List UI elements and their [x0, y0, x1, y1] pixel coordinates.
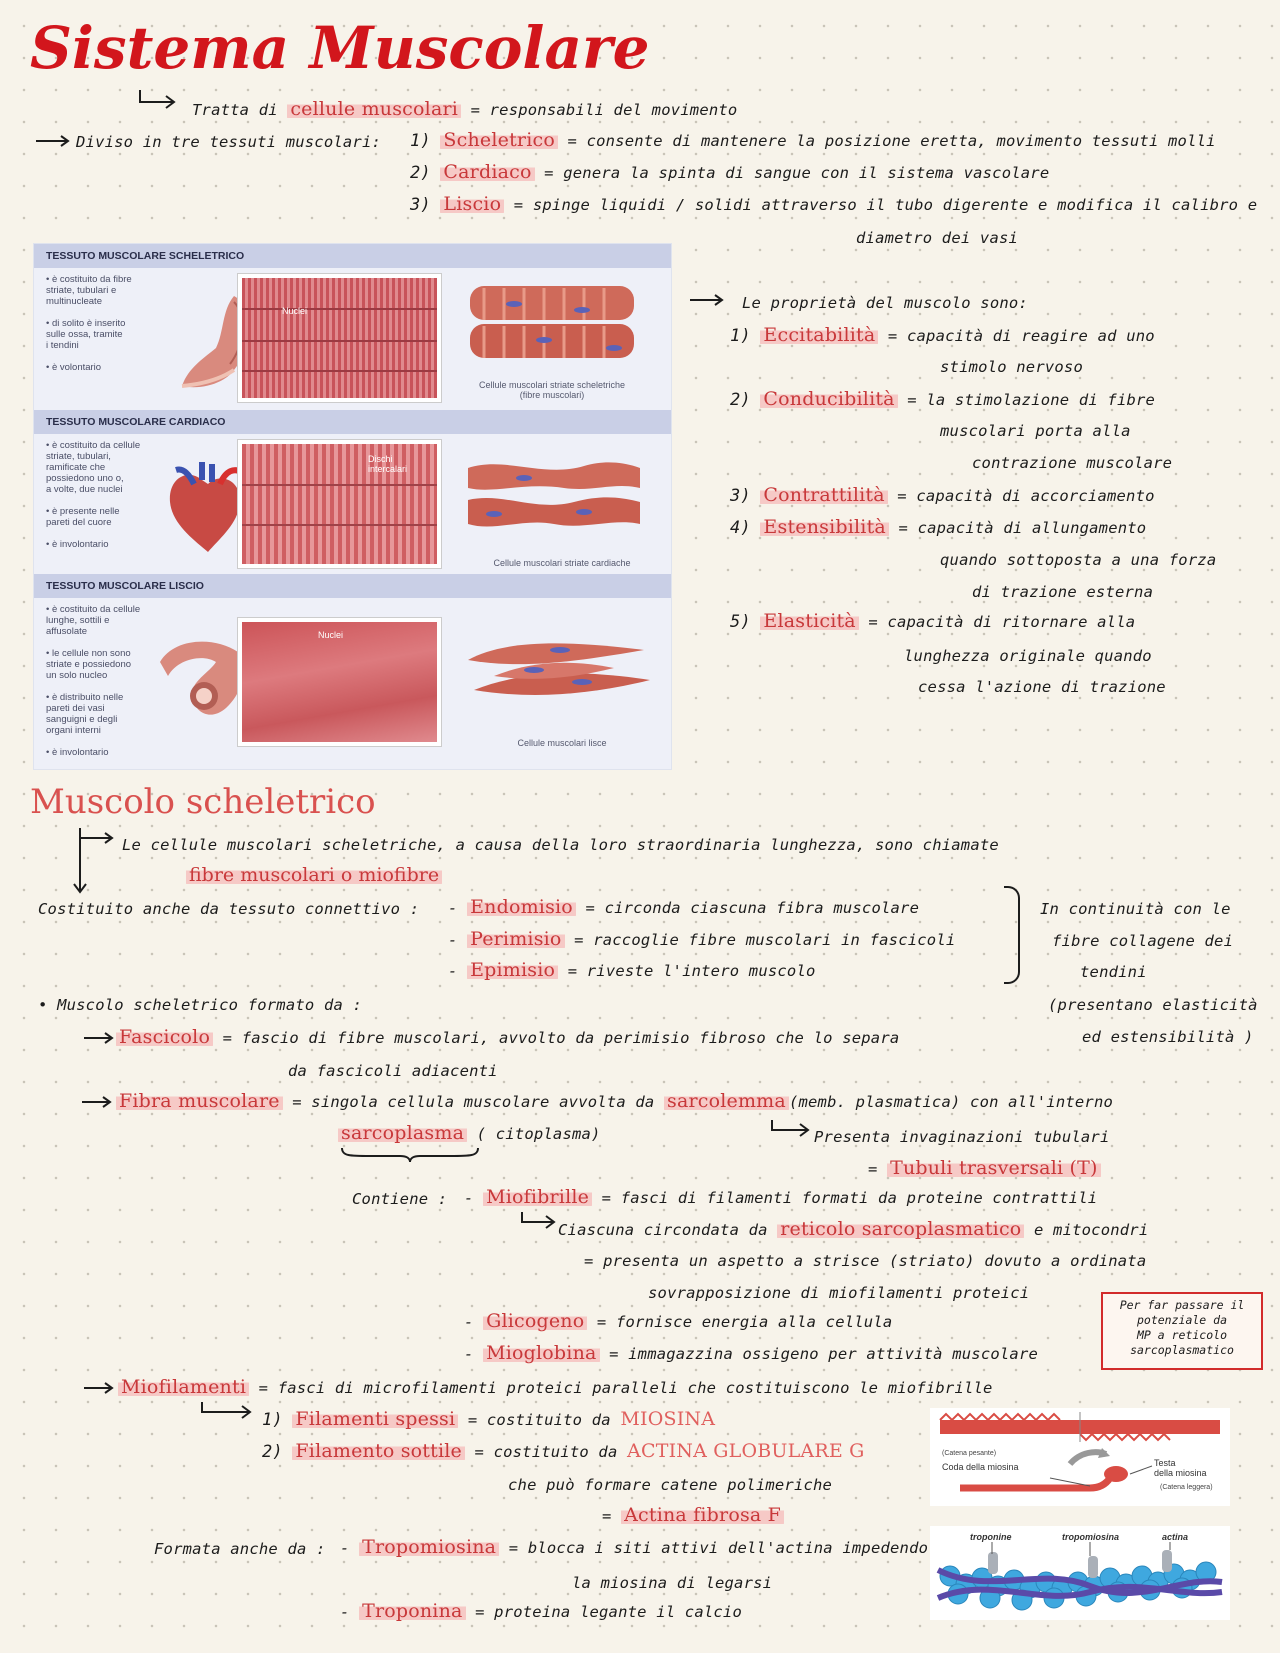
coda-label: Coda della miosina [942, 1462, 1019, 1472]
intestine-icon [154, 632, 250, 722]
formato-lead: • Muscolo scheletrico formato da : [38, 996, 363, 1014]
proprieta-line: stimolo nervoso [940, 358, 1083, 376]
figure-caption: Cellule muscolari striate cardiache [493, 558, 631, 568]
arrow-icon [82, 1030, 118, 1046]
fascicolo-line: Fascicolo = fascio di fibre muscolari, avvolto da perimisio fibroso che lo separa [116, 1026, 899, 1048]
tropomiosina-cont: la miosina di legarsi [572, 1574, 773, 1592]
cardiac-fibers-drawing [464, 448, 644, 548]
section-heading: Muscolo scheletrico [30, 782, 376, 822]
proprieta-line: di trazione esterna [972, 583, 1154, 601]
arrow-icon [200, 1400, 256, 1422]
miofibre-line: Le cellule muscolari scheletriche, a causa della loro straordinaria lunghezza, sono chiamate [122, 836, 999, 854]
note-box: Per far passare il potenziale da MP a reticolo sarcoplasmatico [1101, 1292, 1263, 1370]
tropomiosina-line: - Tropomiosina = blocca i siti attivi dell'actina impedendo [340, 1536, 929, 1558]
figure-caption: Cellule muscolari lisce [517, 738, 607, 748]
figure-section-body [34, 434, 671, 574]
troponina-line: - Troponina = proteina legante il calcio [340, 1600, 742, 1622]
formata-lead: Formata anche da : [154, 1540, 326, 1558]
actina-f-line: = Actina fibrosa F [602, 1504, 784, 1526]
connettivo-lead: Costituito anche da tessuto connettivo : [38, 900, 420, 918]
proprieta-line: contrazione muscolare [972, 454, 1173, 472]
brace [1004, 886, 1020, 984]
arrow-icon [80, 1094, 116, 1110]
figure-bullets: • è costituito da fibre striate, tubulari e multinucleate • di solito è inserito sulle ossa, tramite i tendini • è volontario [46, 274, 132, 373]
smooth-fibers-drawing [464, 620, 654, 720]
cardiac-micrograph [238, 440, 441, 568]
figure-section-header: TESSUTO MUSCOLARE CARDIACO [34, 410, 671, 434]
tessuti-lead: Diviso in tre tessuti muscolari: [76, 133, 382, 151]
arrow-icon [688, 292, 728, 308]
striato-line-2: sovrapposizione di miofilamenti proteici [648, 1284, 1030, 1302]
miofilamenti-line: Miofilamenti = fasci di microfilamenti proteici paralleli che costituiscono le miofibrille [118, 1376, 993, 1398]
tessuto-item-1: 1) Scheletrico = consente di mantenere la posizione eretta, movimento tessuti molli [410, 129, 1216, 151]
proprieta-item-3: 3) Contrattilità = capacità di accorciamento [730, 484, 1155, 506]
nuclei-label: Nuclei [318, 630, 344, 640]
proprieta-item-4: 4) Estensibilità = capacità di allungamento [730, 516, 1147, 538]
tubuli-line: = Tubuli trasversali (T) [868, 1157, 1101, 1179]
figure-section-header: TESSUTO MUSCOLARE SCHELETRICO [34, 244, 671, 268]
proprieta-line: lunghezza originale quando [904, 647, 1152, 665]
tessuto-item-2: 2) Cardiaco = genera la spinta di sangue con il sistema vascolare [410, 161, 1050, 183]
arrow-icon [34, 133, 74, 149]
troponine-label: troponine [970, 1532, 1012, 1542]
miofibrille-line: - Miofibrille = fasci di filamenti formati da proteine contrattili [464, 1186, 1098, 1208]
figure-caption: Cellule muscolari striate scheletriche (fibre muscolari) [478, 380, 626, 400]
contiene-lead: Contiene : [352, 1190, 448, 1208]
catena-pesante-label: (Catena pesante) [942, 1450, 997, 1457]
proprieta-lead: Le proprietà del muscolo sono: [742, 294, 1028, 312]
fascicolo-cont: da fascicoli adiacenti [288, 1062, 498, 1080]
side-note: ed estensibilità ) [1082, 1028, 1254, 1046]
mioglobina-line: - Mioglobina = immagazzina ossigeno per attività muscolare [464, 1342, 1039, 1364]
connettivo-item: - Epimisio = riveste l'intero muscolo [448, 959, 816, 981]
fibra-line: Fibra muscolare = singola cellula muscolare avvolta da sarcolemma (memb. plasmatica) con all'interno [116, 1090, 1113, 1112]
striato-line: = presenta un aspetto a strisce (striato) dovuto a ordinata [584, 1252, 1147, 1270]
invaginazioni-text: Presenta invaginazioni tubulari [814, 1128, 1110, 1146]
connettivo-item: - Perimisio = raccoglie fibre muscolari in fascicoli [448, 928, 956, 950]
actin-figure [930, 1526, 1230, 1620]
figure-section-header: TESSUTO MUSCOLARE LISCIO [34, 574, 671, 598]
tropomiosina-label: tropomiosina [1062, 1532, 1120, 1542]
filamento-sottile: 2) Filamento sottile = costituito da ACTINA GLOBULARE G [262, 1440, 865, 1462]
page-title: Sistema Muscolare [30, 14, 650, 82]
skeletal-fibers-drawing [464, 278, 644, 378]
arrow-icon [770, 1118, 814, 1140]
dischi-label: Dischi intercalari [368, 454, 408, 474]
catene-line: che può formare catene polimeriche [508, 1476, 833, 1494]
tessuto-item-3-cont: diametro dei vasi [856, 229, 1019, 247]
arrow-icon [138, 88, 180, 110]
side-note: tendini [1080, 963, 1147, 981]
glicogeno-line: - Glicogeno = fornisce energia alla cellula [464, 1310, 893, 1332]
myosin-drawing [930, 1408, 1230, 1506]
proprieta-item-5: 5) Elasticità = capacità di ritornare alla [730, 610, 1136, 632]
proprieta-item-2: 2) Conducibilità = la stimolazione di fibre [730, 388, 1156, 410]
muscle-tissue-figure [33, 243, 672, 770]
side-note: (presentano elasticità [1048, 996, 1258, 1014]
figure-section-body [34, 598, 671, 769]
miofibre-kw: fibre muscolari o miofibre [186, 864, 442, 886]
myosin-figure [930, 1408, 1230, 1506]
smooth-micrograph [238, 618, 441, 746]
brace-icon [340, 1146, 480, 1164]
side-note: fibre collagene dei [1052, 932, 1234, 950]
arrow-icon [50, 826, 120, 896]
connettivo-item: - Endomisio = circonda ciascuna fibra muscolare [448, 896, 920, 918]
catena-leggera-label: (Catena leggera) [1160, 1484, 1213, 1491]
testa-label: Testa della miosina [1154, 1458, 1207, 1478]
proprieta-line: cessa l'azione di trazione [918, 678, 1166, 696]
tessuto-item-3: 3) Liscio = spinge liquidi / solidi attraverso il tubo digerente e modifica il calibro e [410, 193, 1258, 215]
skeletal-micrograph [238, 274, 441, 402]
proprieta-line: muscolari porta alla [940, 422, 1131, 440]
figure-bullets: • è costituito da cellule striate, tubulari, ramificate che possiedono uno o, a volte, due nuclei • è presente nelle pareti del cuore • è involontario [46, 440, 141, 550]
nuclei-label: Nuclei [282, 306, 308, 316]
filamenti-spessi: 1) Filamenti spessi = costituito da MIOSINA [262, 1408, 716, 1430]
arrow-icon [520, 1210, 560, 1232]
proprieta-line: quando sottoposta a una forza [940, 551, 1217, 569]
intro-line: Tratta di cellule muscolari = responsabili del movimento [192, 98, 738, 120]
proprieta-item-1: 1) Eccitabilità = capacità di reagire ad uno [730, 324, 1155, 346]
actin-drawing [930, 1526, 1230, 1620]
arrow-icon [82, 1380, 118, 1396]
figure-bullets: • è costituito da cellule lunghe, sottili e affusolate • le cellule non sono striate e possiedono un solo nucleo • è distribuito nelle pareti dei vasi sanguigni e degli organi interni • è involontario [46, 604, 141, 758]
actina-label: actina [1162, 1532, 1189, 1542]
sarcoplasma-line: sarcoplasma ( citoplasma) [338, 1122, 601, 1144]
side-note: In continuità con le [1040, 900, 1231, 918]
reticolo-line: Ciascuna circondata da reticolo sarcoplasmatico e mitocondri [558, 1218, 1149, 1240]
heart-icon [160, 458, 250, 558]
figure-section-body [34, 268, 671, 410]
